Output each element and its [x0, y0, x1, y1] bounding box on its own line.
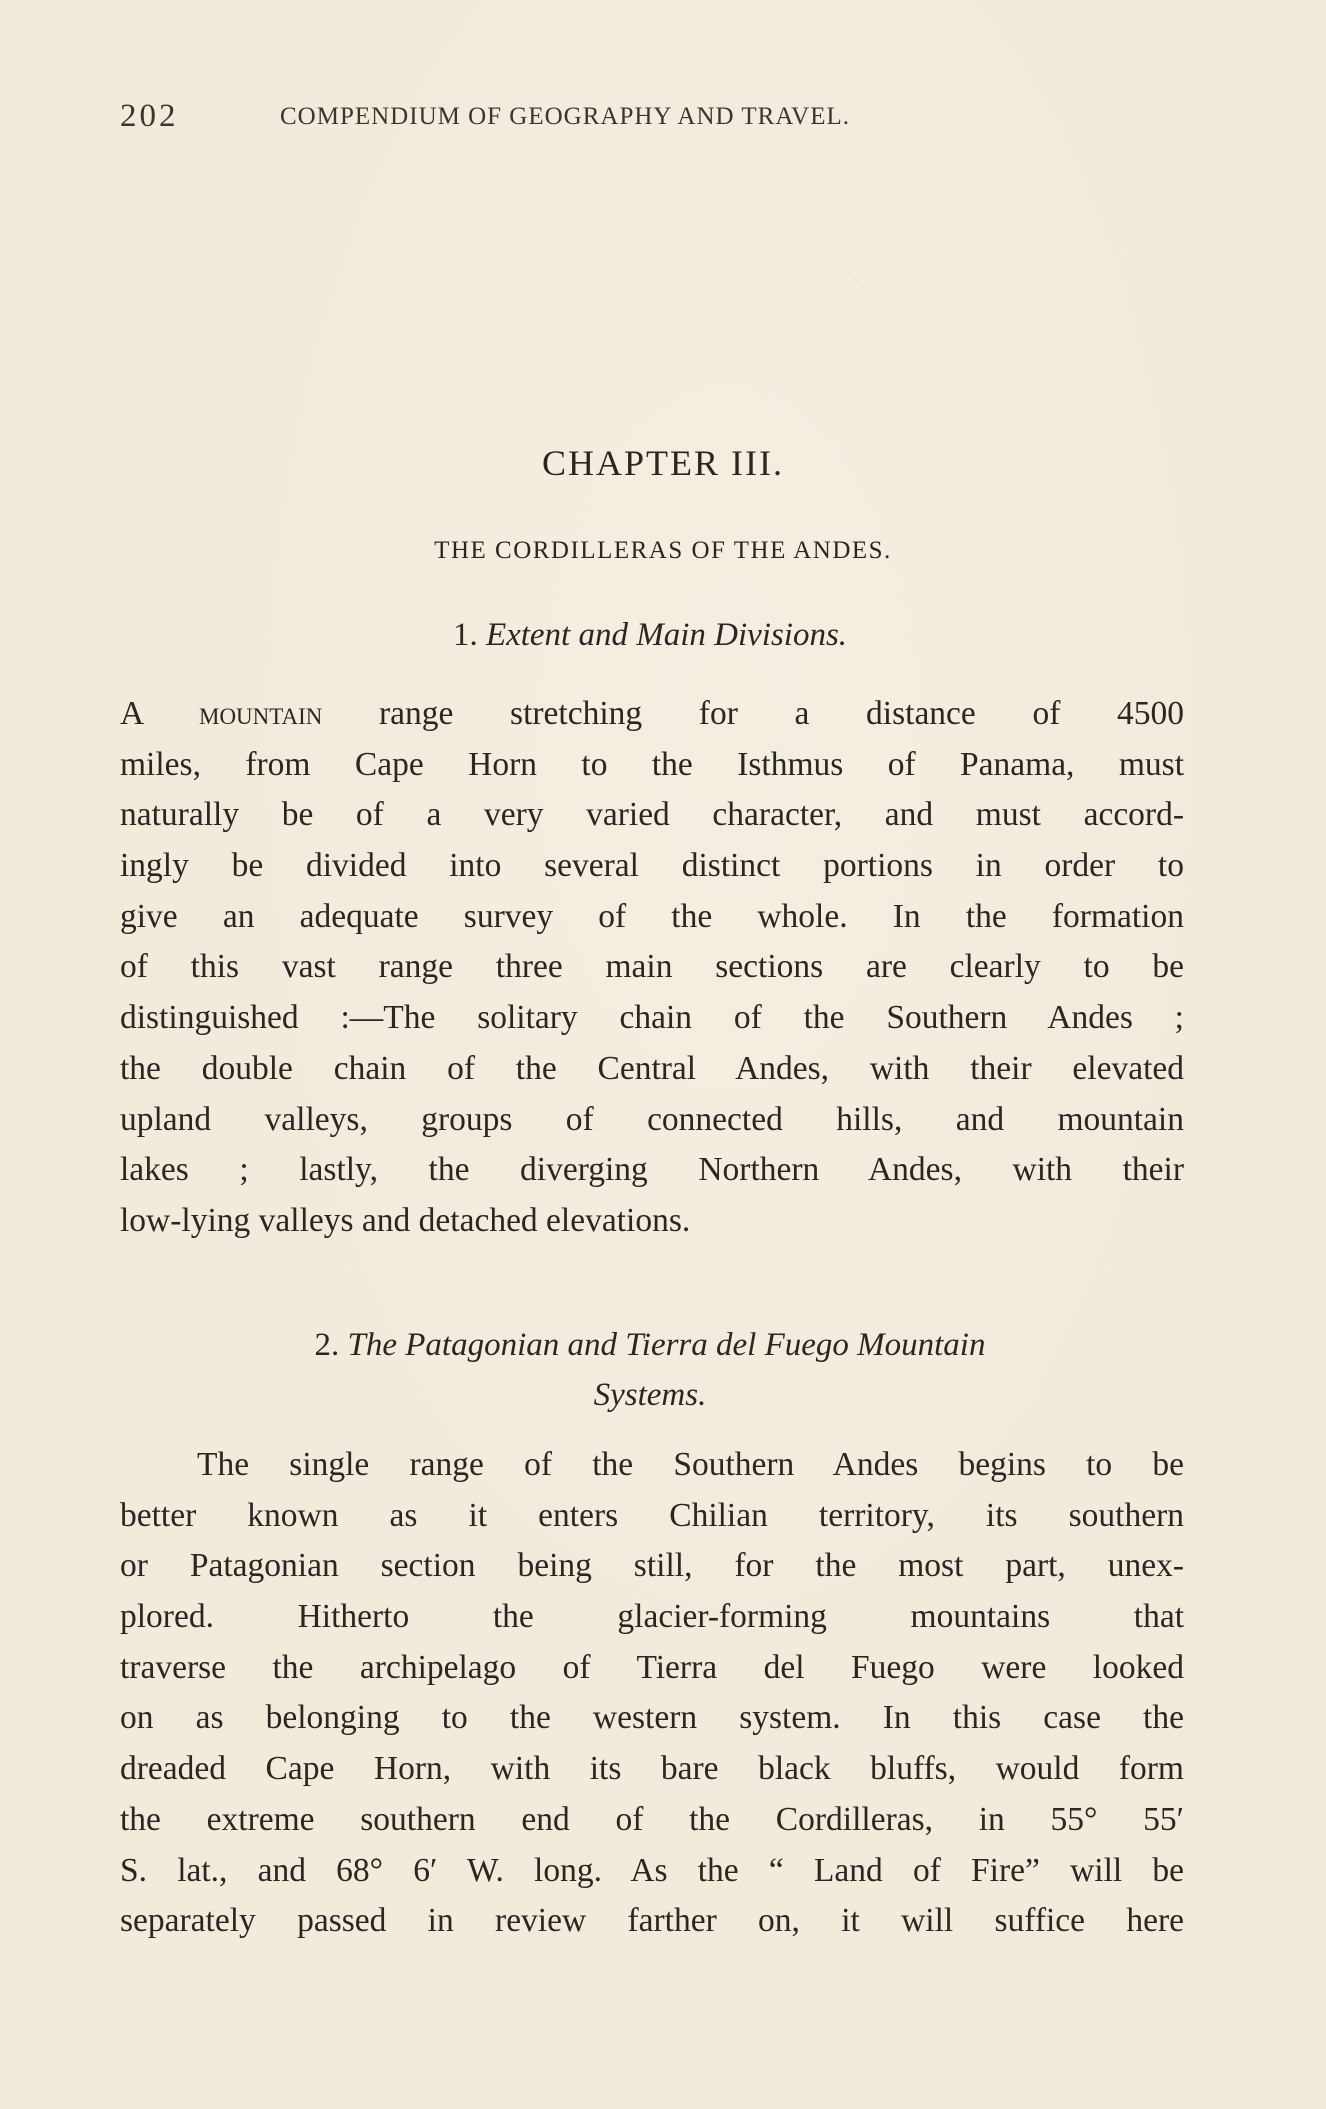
paragraph-line: upland valleys, groups of connected hills, and mountain	[120, 1100, 1184, 1138]
section-2-paragraph	[120, 1440, 1184, 1947]
paragraph-line: The single range of the Southern Andes begins to be	[197, 1446, 1184, 1483]
page-number: 202	[120, 98, 179, 134]
paragraph-line: low-lying valleys and detached elevations.	[120, 1201, 691, 1239]
section-1-number: 1.	[452, 617, 478, 653]
paragraph-line: naturally be of a very varied character, and must accord-	[120, 796, 1184, 834]
section-2-title-line-1: The Patagonian and Tierra del Fuego Mountain	[347, 1327, 986, 1363]
paragraph-line: or Patagonian section being still, for the most part, unex-	[120, 1547, 1184, 1585]
running-title: COMPENDIUM OF GEOGRAPHY AND TRAVEL.	[280, 103, 851, 130]
paragraph-line: of this vast range three main sections are clearly to be	[120, 948, 1184, 986]
paragraph-line: traverse the archipelago of Tierra del Fuego were looked	[120, 1648, 1184, 1686]
section-2-title-line-2: Systems.	[593, 1377, 707, 1413]
paragraph-line: give an adequate survey of the whole. In the formation	[120, 897, 1184, 935]
first-line-text: range stretching for a distance of 4500	[379, 695, 1184, 732]
paragraph-line: on as belonging to the western system. In this case the	[120, 1699, 1184, 1737]
chapter-subtitle: THE CORDILLERAS OF THE ANDES.	[434, 537, 892, 564]
section-2-heading-line-1	[120, 1320, 1180, 1370]
paragraph-line: lakes ; lastly, the diverging Northern Andes, with their	[120, 1151, 1184, 1189]
paragraph-line: distinguished :—The solitary chain of the Southern Andes ;	[120, 999, 1184, 1037]
running-head	[120, 98, 1180, 138]
paragraph-line: better known as it enters Chilian territory, its southern	[120, 1496, 1184, 1534]
paragraph-line: plored. Hitherto the glacier-forming mountains that	[120, 1598, 1184, 1636]
section-1-paragraph	[120, 689, 1184, 1247]
paragraph-line: S. lat., and 68° 6′ W. long. As the “ Land of Fire” will be	[120, 1851, 1184, 1889]
paragraph-line: miles, from Cape Horn to the Isthmus of Panama, must	[120, 745, 1184, 783]
chapter-title: CHAPTER III.	[542, 443, 784, 483]
paragraph-line: the extreme southern end of the Cordilleras, in 55° 55′	[120, 1800, 1184, 1838]
section-1-title: Extent and Main Divisions.	[485, 617, 848, 653]
opening-smallcaps: A mountain	[120, 695, 323, 732]
paragraph-line: ingly be divided into several distinct portions in order to	[120, 847, 1184, 885]
paragraph-line: dreaded Cape Horn, with its bare black bluffs, would form	[120, 1750, 1184, 1788]
paragraph-line: the double chain of the Central Andes, with their elevated	[120, 1049, 1184, 1087]
section-2-number: 2.	[314, 1327, 340, 1363]
section-1-heading	[120, 617, 1180, 654]
section-2-heading-line-2	[120, 1370, 1180, 1420]
paragraph-line	[120, 689, 1184, 740]
section-2-heading	[120, 1320, 1180, 1420]
paragraph-line: separately passed in review farther on, it will suffice here	[120, 1902, 1184, 1940]
